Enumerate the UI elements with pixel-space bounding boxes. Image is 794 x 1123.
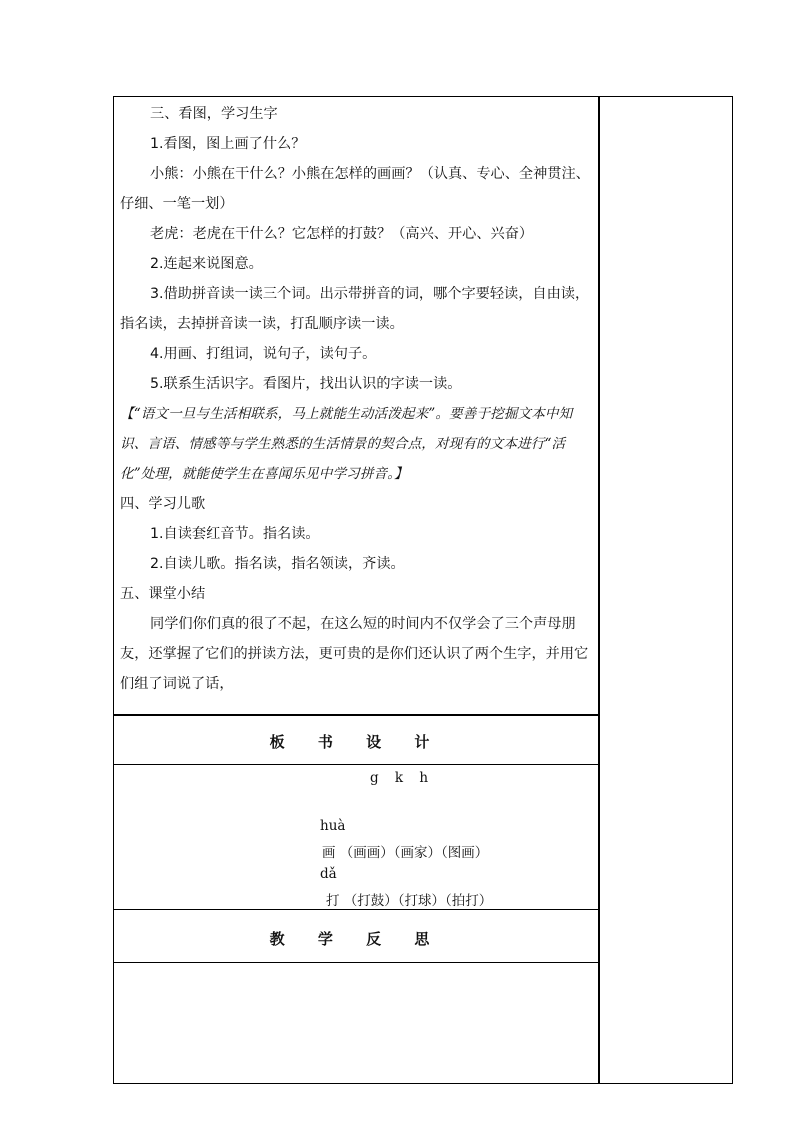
reflection-top-rule bbox=[113, 909, 600, 910]
bear-question: 小熊：小熊在干什么？小熊在怎样的画画？（认真、专心、全神贯注、仔细、一笔一划） bbox=[120, 166, 590, 212]
blackboard-header-rule bbox=[113, 764, 600, 765]
item-3: 3.借助拼音读一读三个词。出示带拼音的词，哪个字要轻读，自由读，指名读，去掉拼音读一读，打乱顺序读一读。 bbox=[120, 286, 590, 332]
teaching-note: 【“语文一旦与生活相联系，马上就能生动活泼起来”。要善于挖掘文本中知识、言语、情感等与学生熟悉的生活情景的契合点，对现有的文本进行“活化”处理，就能使学生在喜闻乐见中学习拼音。】 bbox=[120, 406, 573, 482]
reflection-heading: 教 学 反 思 bbox=[269, 930, 444, 948]
item-2: 2.连起来说图意。 bbox=[150, 256, 263, 272]
tiger-question: 老虎：老虎在干什么？它怎样的打鼓？（高兴、开心、兴奋） bbox=[150, 226, 534, 242]
lesson-content bbox=[120, 99, 596, 699]
summary-paragraph: 同学们你们真的很了不起，在这么短的时间内不仅学会了三个声母朋友，还掌握了它们的拼读方法，更可贵的是你们还认识了两个生字，并用它们组了词说了话， bbox=[120, 616, 589, 692]
pinyin-hua: huà bbox=[320, 818, 346, 834]
section4-item-1: 1.自读套红音节。指名读。 bbox=[150, 526, 320, 542]
blackboard-letters: g k h bbox=[370, 770, 429, 786]
item-5: 5.联系生活识字。看图片，找出认识的字读一读。 bbox=[150, 376, 462, 392]
blackboard-heading: 板 书 设 计 bbox=[269, 733, 444, 751]
item-1: 1.看图，图上画了什么？ bbox=[150, 136, 306, 152]
content-bottom-rule bbox=[113, 714, 600, 716]
reflection-header-rule bbox=[113, 962, 600, 963]
pinyin-da: dǎ bbox=[320, 866, 337, 882]
section3-heading: 三、看图，学习生字 bbox=[150, 106, 278, 122]
section4-heading: 四、学习儿歌 bbox=[120, 496, 206, 512]
section5-heading: 五、课堂小结 bbox=[120, 586, 206, 602]
item-4: 4.用画、打组词，说句子，读句子。 bbox=[150, 346, 377, 362]
section4-item-2: 2.自读儿歌。指名读，指名领读，齐读。 bbox=[150, 556, 405, 572]
blackboard-line-hua: 画 （画画）（画家）（图画） bbox=[322, 845, 489, 861]
blackboard-line-da: 打 （打鼓）（打球）（拍打） bbox=[326, 893, 493, 909]
